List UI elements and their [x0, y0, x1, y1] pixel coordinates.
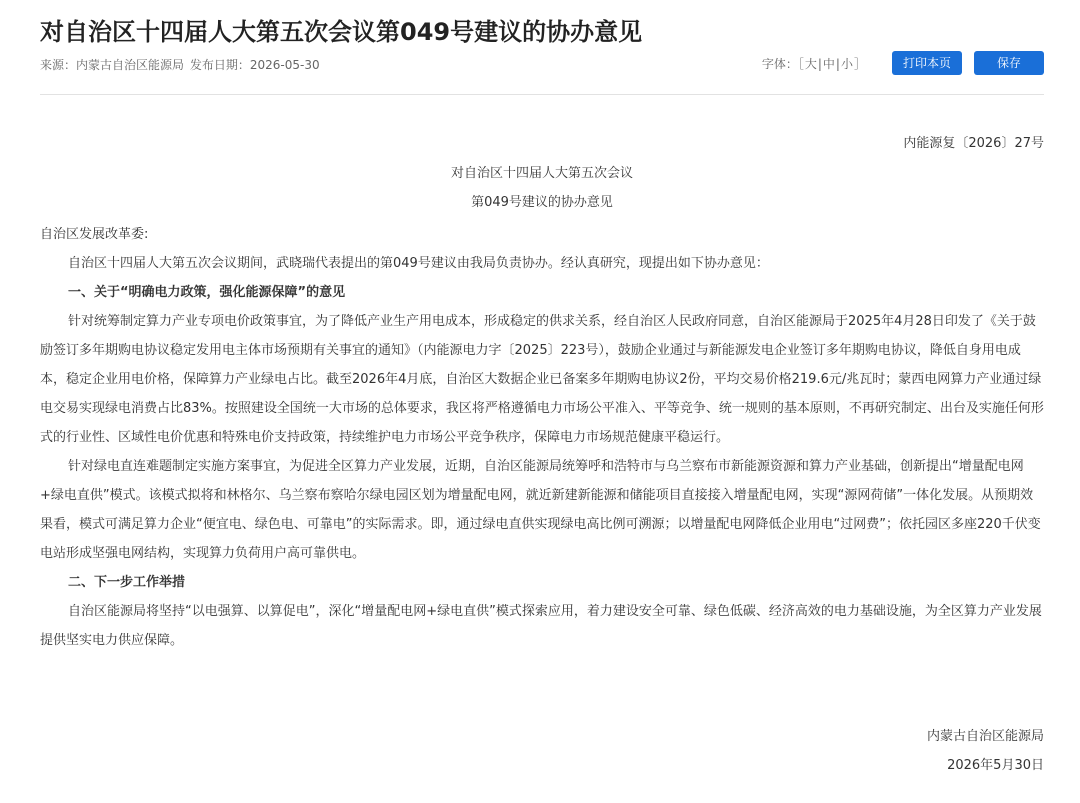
font-bracket-open: ［: [797, 56, 804, 71]
font-large-button[interactable]: 大: [804, 56, 817, 71]
section1-paragraph-2: 针对绿电直连难题制定实施方案事宜，为促进全区算力产业发展，近期，自治区能源局统筹呼和浩特市与乌兰察布市新能源资源和算力产业基础，创新提出“增量配电网+绿电直供”模式。该模式拟将和林格尔、乌兰察布察哈尔绿电园区划为增量配电网，就近新建新能源和储能项目直接接入增量配电网，实现“源网荷储”一体化发展。从预期效果看，模式可满足算力企业“便宜电、绿色电、可靠电”的实际需求。即，通过绿电直供实现绿电高比例可溯源；以增量配电网降低企业用电“过网费”；依托园区多座220千伏变电站形成坚强电网结构，实现算力负荷用户高可靠供电。: [40, 459, 1041, 561]
signature-date: 2026年5月30日: [947, 758, 1044, 773]
font-small-button[interactable]: 小: [840, 56, 853, 71]
font-separator: |: [817, 56, 822, 71]
font-size-label: 字体：: [761, 56, 798, 71]
source-text: 来源：内蒙古自治区能源局: [40, 58, 185, 72]
document-number: 内能源复〔2026〕27号: [903, 136, 1044, 151]
section-heading-1: 一、关于“明确电力政策，强化能源保障”的意见: [68, 285, 346, 300]
print-button[interactable]: 打印本页: [892, 51, 962, 75]
section1-paragraph-1: 针对统筹制定算力产业专项电价政策事宜，为了降低产业生产用电成本，形成稳定的供求关系，经自治区人民政府同意，自治区能源局于2025年4月28日印发了《关于鼓励签订多年期购电协议稳定发用电主体市场预期有关事宜的通知》（内能源电力字〔2025〕223号），鼓励企业通过与新能源发电企业签订多年期购电协议，降低自身用电成本，稳定企业用电价格，保障算力产业绿电占比。截至2026年4月底，自治区大数据企业已备案多年期购电协议2份，平均交易价格219.6元/兆瓦时；蒙西电网算力产业通过绿电交易实现绿电消费占比83%。按照建设全国统一大市场的总体要求，我区将严格遵循电力市场公平准入、平等竞争、统一规则的基本原则，不再研究制定、出台及实施任何形式的行业性、区域性电价优惠和特殊电价支持政策，持续维护电力市场公平竞争秩序，保障电力市场规范健康平稳运行。: [40, 314, 1044, 445]
document-body: [40, 220, 1044, 655]
save-button[interactable]: 保存: [974, 51, 1044, 75]
document-subtitle-line1: 对自治区十四届人大第五次会议: [450, 166, 633, 181]
font-medium-button[interactable]: 中: [822, 56, 835, 71]
salutation: 自治区发展改革委:: [40, 227, 149, 242]
section-heading-2: 二、下一步工作举措: [68, 575, 186, 590]
publish-date: 发布日期：2026-05-30: [189, 58, 320, 72]
header-divider: [40, 94, 1044, 95]
page-title: 对自治区十四届人大第五次会议第049号建议的协办意见: [40, 18, 643, 46]
intro-paragraph: 自治区十四届人大第五次会议期间，武晓瑞代表提出的第049号建议由我局负责协办。经认真研究，现提出如下协办意见：: [68, 256, 769, 271]
document-subtitle-line2: 第049号建议的协办意见: [471, 195, 613, 210]
signature-organization: 内蒙古自治区能源局: [926, 729, 1044, 744]
toolbar: [762, 51, 1044, 75]
article-meta: [40, 56, 322, 73]
font-separator: |: [835, 56, 840, 71]
font-bracket-close: ］: [853, 56, 866, 71]
font-size-control: [762, 55, 866, 72]
section2-paragraph: 自治区能源局将坚持“以电强算、以算促电”，深化“增量配电网+绿电直供”模式探索应用，着力建设安全可靠、绿色低碳、经济高效的电力基础设施，为全区算力产业发展提供坚实电力供应保障。: [40, 604, 1042, 648]
